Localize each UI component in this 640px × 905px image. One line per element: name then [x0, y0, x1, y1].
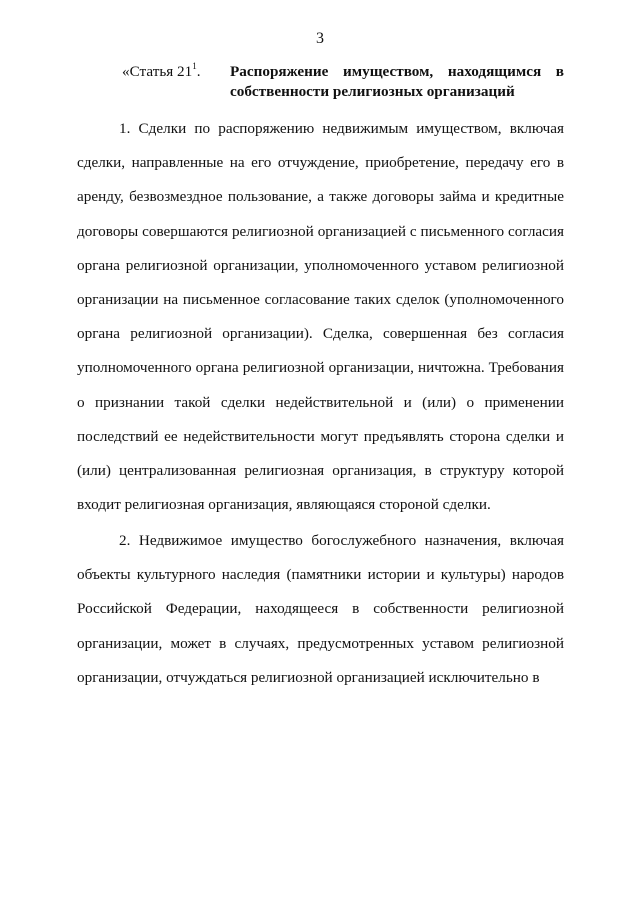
article-number: [122, 62, 201, 82]
paragraph-2: 2. Недвижимое имущество богослужебного назначения, включая объекты культурного наследия (памятники истории и культуры) народов Российской Федерации, находящееся в собственности религиозной организации, может в случаях, предусмотренных уставом религиозной организации, отчуждаться религиозной организацией исключительно в: [77, 532, 564, 686]
paragraph-1: 1. Сделки по распоряжению недвижимым имуществом, включая сделки, направленные на его отчуждение, приобретение, передачу его в аренду, безвозмездное пользование, а также договоры займа и кредитные договоры совершаются религиозной организацией с письменного согласия органа религиозной организации, уполномоченного уставом религиозной организации на письменное согласование таких сделок (уполномоченного органа религиозной организации). Сделка, совершенная без согласия уполномоченного органа религиозной организации, ничтожна. Требования о признании такой сделки недействительной и (или) о применении последствий ее недействительности могут предъявлять сторона сделки и (или) централизованная религиозная организация, в структуру которой входит религиозная организация, являющаяся стороной сделки.: [77, 120, 564, 514]
article-prefix-text: «Статья 21: [122, 63, 193, 80]
article-number-superscript: 1: [192, 61, 197, 71]
page-number: 3: [316, 30, 324, 47]
article-number-dot: .: [196, 63, 201, 80]
article-title: Распоряжение имуществом, находящимся в собственности религиозных организаций: [230, 63, 564, 100]
